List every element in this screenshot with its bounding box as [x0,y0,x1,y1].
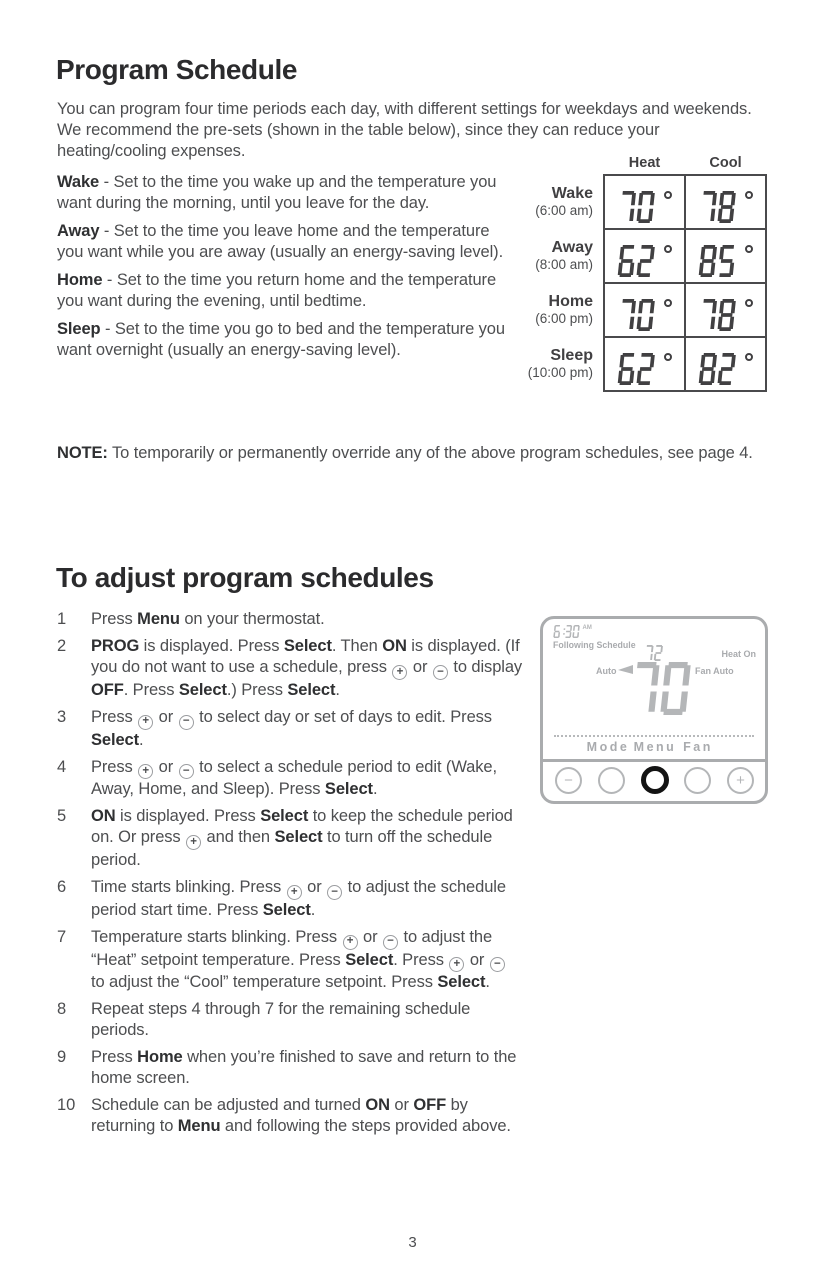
step-item [57,1047,523,1089]
plus-icon: + [736,772,745,789]
degree-icon [664,191,672,199]
temperature-cell [604,175,685,229]
step-number: 6 [57,878,67,896]
step-number: 9 [57,1048,67,1067]
plus-icon: + [287,885,302,900]
step-number: 8 [57,1000,67,1019]
step-item [57,609,523,630]
step-number: 5 [57,807,67,826]
temperature-cell [685,229,766,283]
step-text: Temperature starts blinking. Press + or − to adjust the “Heat” setpoint temperature. Press Select. Press + or − to adjust the “Cool” temperature setpoint. Press Select. [91,927,523,994]
degree-icon [745,299,753,307]
minus-icon: − [564,772,573,789]
step-text: Press Menu on your thermostat. [91,610,325,628]
step-number: 4 [57,757,67,776]
period-label: Home (6:00 pm) [535,293,593,326]
plus-icon: + [186,835,201,850]
column-header: Cool [709,155,742,171]
step-text: Schedule can be adjusted and turned ON or OFF by returning to Menu and following the steps provided above. [91,1096,511,1136]
table-row [514,175,766,229]
plus-icon: + [138,764,153,779]
plus-icon: + [392,665,407,680]
period-definitions [57,172,519,368]
note-text: To temporarily or permanently override any of the above program schedules, see page 4. [107,444,753,462]
definition-text: - Set to the time you go to bed and the temperature you want overnight (usually an energy-saving level). [57,320,505,359]
definition-text: - Set to the time you wake up and the temperature you want during the morning, until you leave for the day. [57,173,497,212]
time-ampm-label: AM [582,625,592,631]
softkey-menu-label: Menu [633,740,677,754]
softkey-mode-label: Mode [586,740,630,754]
step-text: Repeat steps 4 through 7 for the remaining schedule periods. [91,1000,471,1040]
schedule-table [514,153,767,392]
intro-paragraph: You can program four time periods each day, with different settings for weekdays and weekends. We recommend the pre-sets (shown in the table below), since they can reduce your heating/cooling expenses. [57,100,752,160]
definition-term: Away [57,222,100,240]
step-number: 1 [57,610,67,628]
steps-list [57,609,523,1143]
period-label: Sleep (10:00 pm) [527,347,593,380]
step-text: ON is displayed. Press Select to keep the schedule period on. Or press + and then Select to turn off the schedule period. [91,807,513,869]
section2-title: To adjust program schedules [56,562,434,593]
step-text: Press + or − to select day or set of days to edit. Press Select. [91,707,492,749]
preset-schedule-table [514,153,767,392]
softkey-fan-label: Fan [683,740,713,754]
dotted-divider [554,735,754,737]
definition-term: Home [57,271,103,289]
definition-wake [57,172,519,214]
step-item [57,806,523,871]
step-item [57,999,523,1041]
step-number: 7 [57,927,67,946]
plus-icon: + [449,957,464,972]
page-title: Program Schedule [56,54,298,85]
fan-button [684,767,711,794]
minus-icon: − [433,665,448,680]
step-text: PROG is displayed. Press Select. Then ON is displayed. (If you do not want to use a schedule, press + or − to display OFF. Press Select.) Press Select. [91,637,523,699]
step-text: Press + or − to select a schedule period to edit (Wake, Away, Home, and Sleep). Press Select. [91,757,497,799]
step-number: 3 [57,707,67,726]
definition-away [57,221,519,263]
plus-icon: + [343,935,358,950]
plus-button [727,767,754,794]
menu-button-highlighted [641,766,669,794]
definition-text: - Set to the time you return home and the temperature you want during the evening, until bedtime. [57,271,497,310]
heat-on-label: Heat On [721,649,756,659]
minus-icon: − [179,715,194,730]
table-row [514,283,766,337]
degree-icon [664,299,672,307]
step-item [57,877,523,921]
period-label: Away (8:00 am) [535,239,593,272]
note-label: NOTE: [57,444,108,462]
definition-text: - Set to the time you leave home and the temperature you want while you are away (usually an energy-saving level). [57,222,504,261]
plus-icon: + [138,715,153,730]
minus-icon: − [179,764,194,779]
step-text: Press Home when you’re finished to save and return to the home screen. [91,1048,517,1088]
degree-icon [745,191,753,199]
minus-icon: − [490,957,505,972]
temperature-cell [685,283,766,337]
temperature-cell [685,337,766,391]
temperature-cell [604,337,685,391]
temperature-cell [604,283,685,337]
degree-icon [664,353,672,361]
definition-sleep [57,319,519,361]
page-number: 3 [408,1234,417,1251]
note-paragraph [57,443,773,464]
status-label: Following Schedule [553,640,636,650]
definition-home [57,270,519,312]
column-header: Heat [628,155,661,171]
degree-icon [664,245,672,253]
step-item [57,757,523,801]
mode-button [598,767,625,794]
table-row [514,229,766,283]
table-row [514,337,766,391]
definition-term: Sleep [57,320,101,338]
step-item [57,1095,523,1137]
fan-auto-label: Fan Auto [695,666,734,676]
step-item [57,927,523,994]
mode-auto-label: Auto [596,666,617,676]
temperature-cell [604,229,685,283]
definition-term: Wake [57,173,100,191]
period-label: Wake (6:00 am) [535,185,593,218]
button-bar-divider [540,759,768,762]
minus-icon: − [383,935,398,950]
degree-icon [745,245,753,253]
thermostat-illustration [540,616,768,804]
degree-icon [745,353,753,361]
step-item [57,636,523,701]
step-number: 2 [57,637,67,655]
minus-icon: − [327,885,342,900]
minus-button [555,767,582,794]
temperature-cell [685,175,766,229]
step-item [57,707,523,751]
step-text: Time starts blinking. Press + or − to adjust the schedule period start time. Press Select. [91,878,506,919]
table-header-row [514,153,766,175]
step-number: 10 [57,1096,76,1115]
temperature-digits [628,662,698,720]
